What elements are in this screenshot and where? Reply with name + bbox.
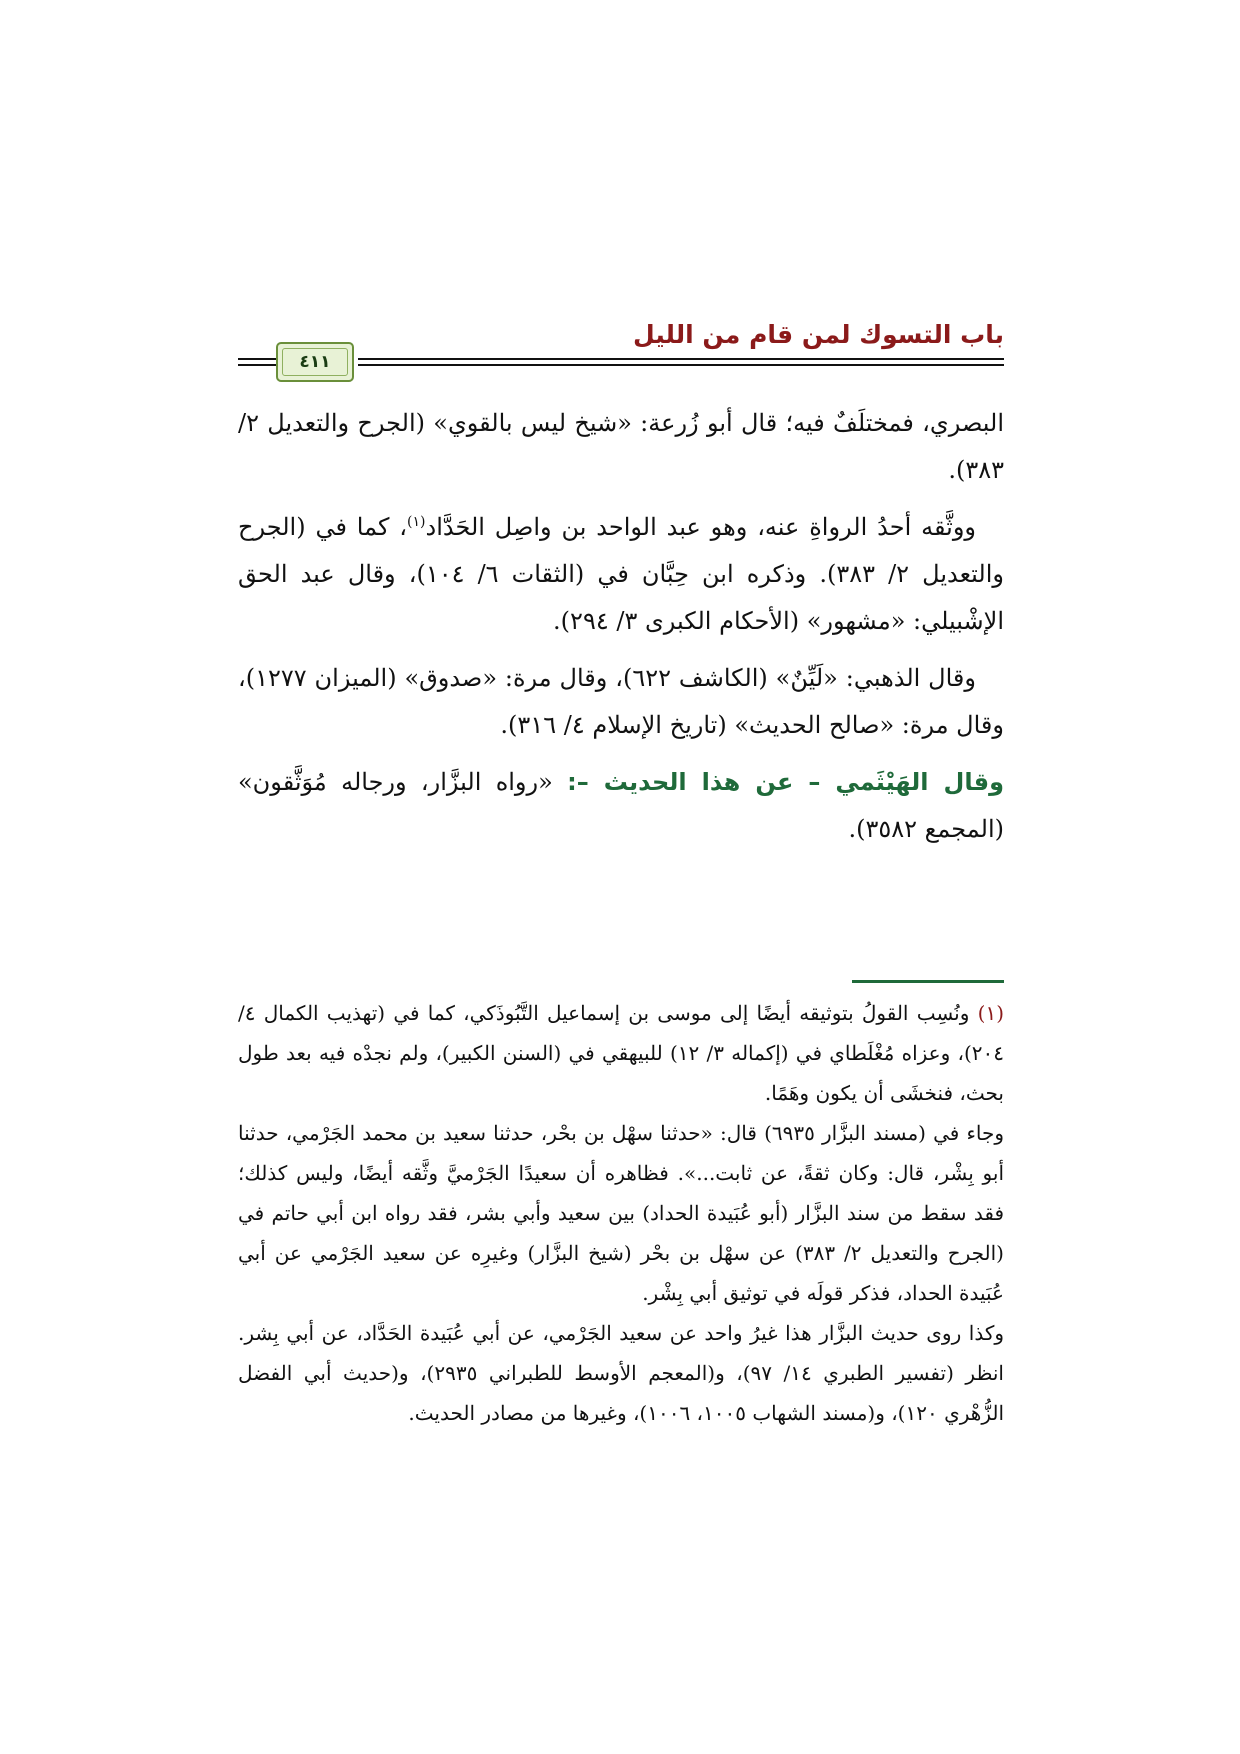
paragraph-2-continued: ، كما في (الجرح والتعديل ٢/ ٣٨٣). وذكره ابن حِبَّان في (الثقات ٦/ ١٠٤)، وقال عبد الحق الإشْبيلي: «مشهور» (الأحكام الكبرى ٣/ ٢٩٤). [238,513,1004,635]
page-number-badge [276,342,354,382]
chapter-title: باب التسوك لمن قام من الليل [633,320,1004,349]
paragraph-3: وقال الذهبي: «لَيِّنٌ» (الكاشف ٦٢٢)، وقال مرة: «صدوق» (الميزان ١٢٧٧)، وقال مرة: «صالح الحديث» (تاريخ الإسلام ٤/ ٣١٦). [238,664,1004,739]
paragraph-2-text: ووثَّقه أحدُ الرواةِ عنه، وهو عبد الواحد بن واصِل الحَدَّاد [425,513,976,541]
footnote-ref[interactable]: (١) [407,514,426,530]
footnote-1-text: ونُسِب القولُ بتوثيقه أيضًا إلى موسى بن إسماعيل التَّبُوذَكي، كما في (تهذيب الكمال ٤/ ٢٠٤)، وعزاه مُغْلَطاي في (إكماله ٣/ ١٢) للبيهقي في (السنن الكبير)، ولم نجدْه فيه بعد طول بحث، فنخشَى أن يكون وهَمًا. [238,1001,1004,1105]
header-rule-top [358,358,1004,360]
paragraph-4-text: «رواه البزَّار، ورجاله مُوَثَّقون» (المجمع ٣٥٨٢). [238,768,1004,843]
page-number: ٤١١ [299,352,331,372]
footnotes [238,993,1004,1433]
paragraph-1: البصري، فمختلَفٌ فيه؛ قال أبو زُرعة: «شيخ ليس بالقوي» (الجرح والتعديل ٢/ ٣٨٣). [238,409,1004,484]
header-rule-bottom [358,364,1004,366]
paragraph-4-lead: وقال الهَيْثَمي – عن هذا الحديث –: [567,768,1004,796]
footnote-separator [852,980,1004,983]
main-text [238,400,1004,863]
page-header [238,318,1004,378]
footnote-1-paragraph-2: وجاء في (مسند البزَّار ٦٩٣٥) قال: «حدثنا سهْل بن بحْر، حدثنا سعيد بن محمد الجَرْمي، حدثنا أبو بِشْر، قال: وكان ثقةً، عن ثابت...». فظاهره أن سعيدًا الجَرْميَّ وثَّقه أيضًا، وليس كذلك؛ فقد سقط من سند البزَّار (أبو عُبَيدة الحداد) بين سعيد وأبي بشر، فقد رواه ابن أبي حاتم في (الجرح والتعديل ٢/ ٣٨٣) عن سهْل بن بحْر (شيخ البزَّار) وغيرِه عن سعيد الجَرْمي عن أبي عُبَيدة الحداد، فذكر قولَه في توثيق أبي بِشْر. [238,1121,1004,1305]
footnote-1-marker: (١) [977,1001,1004,1025]
paragraph-4 [238,759,1004,853]
footnote-1-paragraph-3: وكذا روى حديث البزَّار هذا غيرُ واحد عن سعيد الجَرْمي، عن أبي عُبَيدة الحَدَّاد، عن أبي بِشر. انظر (تفسير الطبري ١٤/ ٩٧)، و(المعجم الأوسط للطبراني ٢٩٣٥)، و(حديث أبي الفضل الزُّهْري ١٢٠)، و(مسند الشهاب ١٠٠٥، ١٠٠٦)، وغيرها من مصادر الحديث. [238,1321,1004,1425]
footnote-1 [238,993,1004,1113]
header-rule-left-bottom [238,364,276,366]
header-rule-left-top [238,358,276,360]
paragraph-2 [238,504,1004,645]
